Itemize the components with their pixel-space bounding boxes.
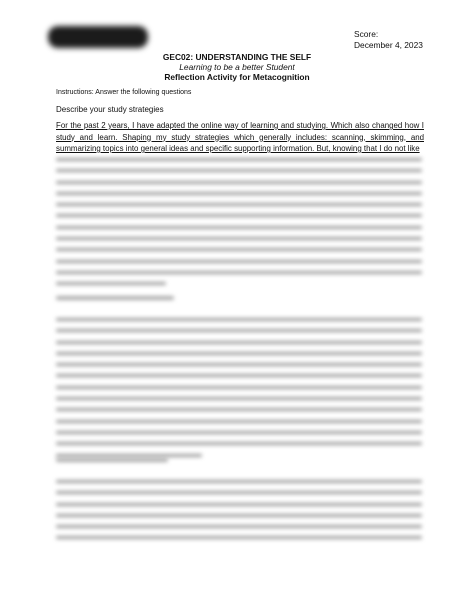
- document-subtitle: Learning to be a better Student: [179, 62, 295, 72]
- redacted-name-mark: [48, 26, 148, 48]
- instructions-text: Instructions: Answer the following questions: [56, 89, 192, 96]
- submission-date: December 4, 2023: [354, 40, 423, 50]
- blurred-question-heading: [56, 296, 174, 300]
- answer-paragraph: For the past 2 years, I have adapted the online way of learning and studying. Which also changed how I study and learn. Shaping my study strategies which generally includes: scanning, skimming, and summarizing topics into general ideas and specific supporting information. But, knowing that I do not like: [56, 121, 424, 153]
- score-label: Score:: [354, 29, 379, 39]
- blurred-answer-text: [56, 480, 422, 548]
- blurred-question-heading: [56, 458, 168, 462]
- course-title: GEC02: UNDERSTANDING THE SELF: [162, 52, 312, 62]
- question-prompt: Describe your study strategies: [56, 105, 164, 114]
- blurred-answer-text: [56, 158, 422, 294]
- blurred-answer-text: [56, 318, 422, 465]
- activity-title: Reflection Activity for Metacognition: [164, 72, 310, 82]
